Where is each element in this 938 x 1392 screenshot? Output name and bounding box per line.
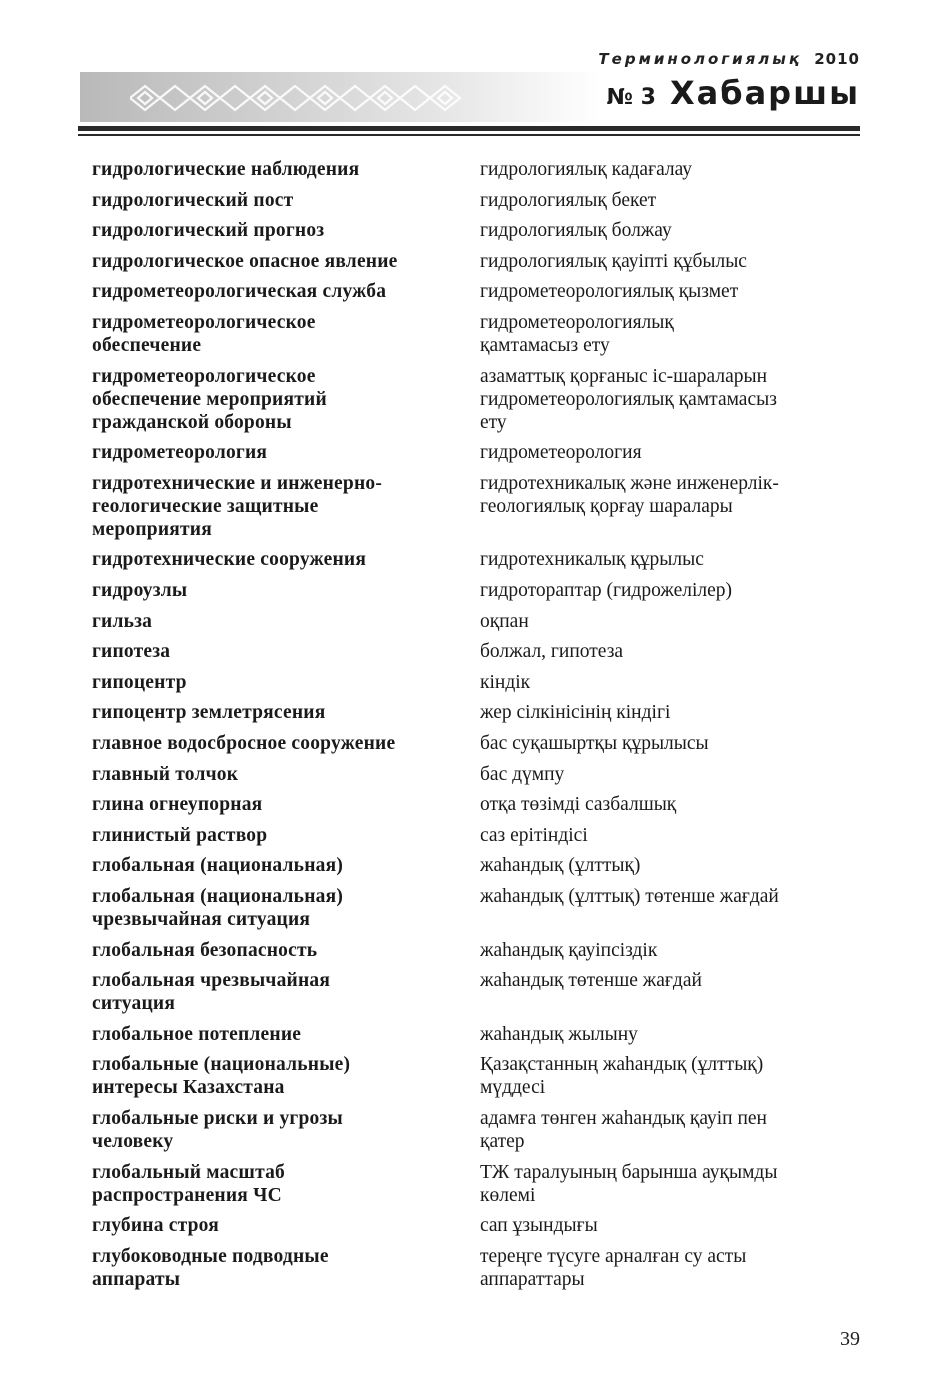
kazakh-term (480, 311, 865, 357)
russian-term (92, 610, 462, 633)
kazakh-term-line: аппараттары (480, 1268, 585, 1290)
russian-term-line: глина огнеупорная (92, 794, 263, 816)
kazakh-term (480, 885, 865, 908)
russian-term-line: главный толчок (92, 763, 239, 785)
russian-term (92, 640, 462, 663)
kazakh-term (480, 189, 865, 212)
kazakh-term-line: гидротехникалық және инженерлік- (480, 472, 779, 494)
header-rule-thick (78, 126, 860, 131)
kazakh-term-line: жаһандық (ұлттық) төтенше жағдай (480, 886, 779, 907)
glossary-entry (0, 824, 938, 847)
russian-term (92, 1107, 462, 1153)
russian-term (92, 472, 462, 541)
russian-term (92, 189, 462, 212)
glossary-entry (0, 854, 938, 877)
kazakh-term (480, 472, 865, 518)
kazakh-term-line: қатер (480, 1131, 525, 1152)
russian-term (92, 885, 462, 931)
russian-term-line: обеспечение (92, 335, 202, 356)
russian-term (92, 854, 462, 877)
kazakh-term-line: адамға төнген жаһандық қауіп пен (480, 1108, 767, 1129)
glossary-entry (0, 1245, 938, 1291)
russian-term (92, 579, 462, 602)
russian-term (92, 701, 462, 724)
russian-term-line: глубина строя (92, 1215, 219, 1237)
kazakh-term (480, 1161, 865, 1207)
kazakh-term-line: гидрологиялық болжау (480, 220, 672, 242)
kazakh-term-line: гидрометеорологиялық (480, 312, 674, 333)
russian-term-line: распространения ЧС (92, 1184, 282, 1206)
kazakh-term (480, 939, 865, 962)
kazakh-term (480, 671, 865, 694)
russian-term (92, 824, 462, 847)
russian-term-line: гипоцентр землетрясения (92, 702, 326, 724)
glossary-entry (0, 579, 938, 602)
kazakh-term (480, 158, 865, 181)
russian-term-line: гидрометеорологическая служба (92, 281, 387, 303)
issue-number: № 3 (606, 85, 656, 110)
russian-term-line: гидротехнические сооружения (92, 549, 367, 571)
kazakh-term-line: ету (480, 411, 507, 433)
glossary-entry (0, 472, 938, 541)
russian-term-line: гидроузлы (92, 580, 188, 601)
glossary-entry (0, 1161, 938, 1207)
glossary-entry (0, 763, 938, 786)
kazakh-term (480, 365, 865, 434)
russian-term (92, 219, 462, 242)
kazakh-term-line: болжал, гипотеза (480, 641, 624, 663)
russian-term (92, 280, 462, 303)
glossary-entry (0, 311, 938, 357)
glossary-entry (0, 280, 938, 303)
journal-name: Терминологиялық (598, 50, 803, 68)
russian-term-line: гидрометеорологическое (92, 365, 316, 387)
kazakh-term-line: бас суқашыртқы құрылысы (480, 733, 709, 754)
kazakh-term-line: қамтамасыз ету (480, 335, 610, 356)
glossary-entry (0, 610, 938, 633)
russian-term (92, 441, 462, 464)
russian-term-line: гидрологические наблюдения (92, 159, 360, 180)
russian-term-line: глобальное потепление (92, 1023, 302, 1045)
journal-title: Хабаршы (669, 74, 860, 112)
kazakh-term-line: кіндік (480, 671, 531, 693)
kazakh-term (480, 250, 865, 273)
russian-term-line: глобальный масштаб (92, 1161, 285, 1183)
glossary-entry (0, 969, 938, 1015)
glossary-entry (0, 250, 938, 273)
russian-term-line: гидрометеорология (92, 442, 268, 464)
kazakh-term-line: бас дүмпу (480, 763, 565, 785)
russian-term (92, 311, 462, 357)
russian-term (92, 763, 462, 786)
kazakh-term-line: мүддесі (480, 1077, 546, 1099)
glossary-entry (0, 885, 938, 931)
kazakh-term-line: гидрологиялық бекет (480, 189, 657, 211)
russian-term-line: главное водосбросное сооружение (92, 733, 396, 754)
russian-term-line: мероприятия (92, 518, 212, 540)
glossary-entry (0, 671, 938, 694)
kazakh-term-line: жаһандық төтенше жағдай (480, 970, 702, 992)
russian-term-line: интересы Казахстана (92, 1077, 285, 1099)
kazakh-term (480, 1023, 865, 1046)
russian-term-line: гидрологическое опасное явление (92, 250, 398, 272)
russian-term (92, 250, 462, 273)
russian-term-line: чрезвычайная ситуация (92, 909, 311, 930)
russian-term (92, 969, 462, 1015)
russian-term-line: глубоководные подводные (92, 1245, 329, 1267)
russian-term-line: глобальные риски и угрозы (92, 1108, 343, 1129)
page-header (0, 0, 938, 145)
page-number: 39 (840, 1328, 860, 1350)
kazakh-term-line: гидрометеорологиялық қызмет (480, 281, 739, 303)
glossary-entry (0, 732, 938, 755)
kazakh-term-line: гидроторaптар (гидрожелілер) (480, 580, 733, 601)
kazakh-term-line: тереңге түсуге арналған су асты (480, 1245, 747, 1267)
kazakh-term-line: ТЖ таралуының барынша ауқымды (480, 1161, 778, 1183)
glossary-entry (0, 441, 938, 464)
russian-term (92, 793, 462, 816)
kazakh-term (480, 441, 865, 464)
kazakh-term-line: оқпан (480, 610, 529, 632)
kazakh-term-line: отқа төзімді сазбалшық (480, 794, 677, 816)
russian-term-line: аппараты (92, 1268, 181, 1290)
glossary-entry (0, 701, 938, 724)
russian-term (92, 1053, 462, 1099)
kazakh-term-line: жаһандық жылыну (480, 1023, 638, 1045)
ornament-pattern-icon (130, 78, 470, 118)
kazakh-term-line: гидрометеорологиялық қамтамасыз (480, 388, 777, 410)
kazakh-term (480, 280, 865, 303)
russian-term-line: гипотеза (92, 641, 171, 663)
kazakh-term-line: азаматтық қорғаныс іс-шараларын (480, 365, 768, 387)
journal-year: 2010 (814, 50, 860, 68)
russian-term-line: гидротехнические и инженерно- (92, 472, 383, 494)
kazakh-term-line: гидротехникалық құрылыс (480, 549, 704, 571)
glossary-entry (0, 548, 938, 571)
kazakh-term (480, 824, 865, 847)
kazakh-term-line: жаһандық (ұлттық) (480, 855, 641, 877)
russian-term-line: обеспечение мероприятий (92, 388, 327, 410)
kazakh-term-line: гидрологиялық қауіпті құбылыс (480, 250, 747, 272)
kazakh-term-line: гидрометеорология (480, 442, 642, 464)
russian-term-line: глинистый раствор (92, 824, 268, 846)
header-rule-thin (78, 134, 860, 136)
russian-term (92, 158, 462, 181)
russian-term-line: гипоцентр (92, 671, 187, 693)
glossary-entry (0, 365, 938, 434)
glossary-entry (0, 640, 938, 663)
kazakh-term (480, 701, 865, 724)
glossary-entry (0, 1214, 938, 1237)
glossary-entry (0, 189, 938, 212)
russian-term-line: человеку (92, 1131, 174, 1152)
russian-term-line: ситуация (92, 993, 176, 1015)
kazakh-term (480, 610, 865, 633)
kazakh-term (480, 219, 865, 242)
russian-term (92, 671, 462, 694)
kazakh-term (480, 579, 865, 602)
kazakh-term (480, 763, 865, 786)
kazakh-term (480, 1245, 865, 1291)
kazakh-term-line: жер сілкінісінің кіндігі (480, 702, 671, 724)
kazakh-term (480, 1214, 865, 1237)
russian-term-line: гидрометеорологическое (92, 312, 316, 333)
russian-term (92, 1161, 462, 1207)
russian-term (92, 365, 462, 434)
russian-term (92, 548, 462, 571)
russian-term-line: гражданской обороны (92, 411, 292, 433)
russian-term (92, 1023, 462, 1046)
russian-term-line: глобальная (национальная) (92, 886, 344, 907)
russian-term-line: гидрологический пост (92, 189, 294, 211)
kazakh-term (480, 1107, 865, 1153)
glossary-entry (0, 1023, 938, 1046)
russian-term (92, 939, 462, 962)
journal-name-line (598, 50, 860, 68)
kazakh-term (480, 854, 865, 877)
russian-term-line: глобальная (национальная) (92, 855, 344, 877)
kazakh-term-line: көлемі (480, 1184, 536, 1206)
russian-term-line: геологические защитные (92, 495, 319, 517)
russian-term-line: гидрологический прогноз (92, 220, 325, 242)
kazakh-term-line: гидрологиялық кадағалау (480, 159, 693, 180)
glossary-entry (0, 219, 938, 242)
russian-term (92, 732, 462, 755)
glossary-entry (0, 793, 938, 816)
russian-term-line: глобальные (национальные) (92, 1054, 351, 1076)
russian-term (92, 1214, 462, 1237)
kazakh-term (480, 1053, 865, 1099)
kazakh-term-line: геологиялық қорғау шаралары (480, 495, 733, 517)
glossary-entry (0, 1107, 938, 1153)
kazakh-term-line: саз ерітіндісі (480, 824, 588, 846)
russian-term-line: глобальная чрезвычайная (92, 970, 331, 992)
journal-title-line (607, 74, 860, 112)
russian-term (92, 1245, 462, 1291)
kazakh-term (480, 969, 865, 992)
kazakh-term (480, 548, 865, 571)
glossary-entry (0, 158, 938, 181)
kazakh-term (480, 640, 865, 663)
kazakh-term (480, 793, 865, 816)
kazakh-term-line: Қазақстанның жаһандық (ұлттық) (480, 1054, 764, 1076)
russian-term-line: гильза (92, 610, 153, 632)
russian-term-line: глобальная безопасность (92, 939, 318, 961)
kazakh-term-line: жаһандық қауіпсіздік (480, 939, 658, 961)
glossary-entry (0, 939, 938, 962)
kazakh-term-line: сап ұзындығы (480, 1215, 598, 1237)
kazakh-term (480, 732, 865, 755)
glossary-entry (0, 1053, 938, 1099)
